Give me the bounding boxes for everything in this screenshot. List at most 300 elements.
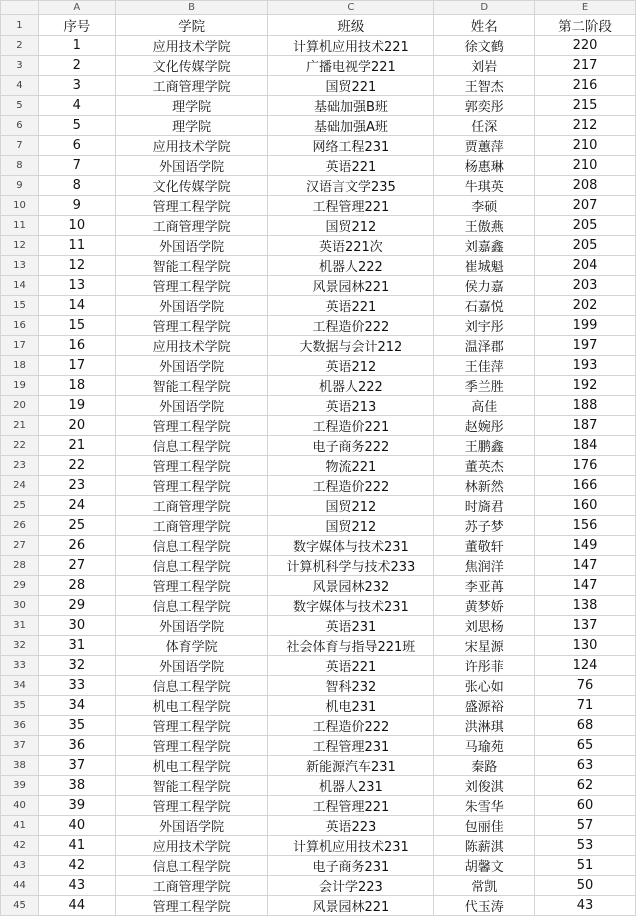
cell-e44[interactable]: 50 [535,876,636,896]
cell-d4[interactable]: 王智杰 [434,76,535,96]
cell-a28[interactable]: 27 [38,556,115,576]
row-number[interactable]: 17 [1,336,39,356]
cell-d11[interactable]: 王傲燕 [434,216,535,236]
cell-e3[interactable]: 217 [535,56,636,76]
row-number[interactable]: 10 [1,196,39,216]
cell-e37[interactable]: 65 [535,736,636,756]
cell-a8[interactable]: 7 [38,156,115,176]
cell-e34[interactable]: 76 [535,676,636,696]
cell-c17[interactable]: 大数据与会计212 [268,336,434,356]
cell-b21[interactable]: 管理工程学院 [115,416,268,436]
cell-c23[interactable]: 物流221 [268,456,434,476]
row-number[interactable]: 20 [1,396,39,416]
cell-a38[interactable]: 37 [38,756,115,776]
table-row [1,156,636,176]
cell-a15[interactable]: 14 [38,296,115,316]
cell-c33[interactable]: 英语221 [268,656,434,676]
cell-e13[interactable]: 204 [535,256,636,276]
cell-b41[interactable]: 外国语学院 [115,816,268,836]
cell-c37[interactable]: 工程管理231 [268,736,434,756]
row-number[interactable]: 11 [1,216,39,236]
cell-b33[interactable]: 外国语学院 [115,656,268,676]
cell-a22[interactable]: 21 [38,436,115,456]
cell-d43[interactable]: 胡馨文 [434,856,535,876]
cell-e31[interactable]: 137 [535,616,636,636]
grid-body [1,15,636,916]
cell-b3[interactable]: 文化传媒学院 [115,56,268,76]
cell-c40[interactable]: 工程管理221 [268,796,434,816]
row-number[interactable]: 30 [1,596,39,616]
row-number[interactable]: 13 [1,256,39,276]
cell-c20[interactable]: 英语213 [268,396,434,416]
column-header-d[interactable]: D [434,1,535,15]
cell-c26[interactable]: 国贸212 [268,516,434,536]
cell-e45[interactable]: 43 [535,896,636,916]
cell-a12[interactable]: 11 [38,236,115,256]
cell-a35[interactable]: 34 [38,696,115,716]
cell-e8[interactable]: 210 [535,156,636,176]
cell-c18[interactable]: 英语212 [268,356,434,376]
cell-b36[interactable]: 管理工程学院 [115,716,268,736]
cell-b15[interactable]: 外国语学院 [115,296,268,316]
cell-a21[interactable]: 20 [38,416,115,436]
cell-e5[interactable]: 215 [535,96,636,116]
row-number[interactable]: 23 [1,456,39,476]
table-row [1,56,636,76]
cell-b44[interactable]: 工商管理学院 [115,876,268,896]
cell-d38[interactable]: 秦路 [434,756,535,776]
cell-b6[interactable]: 理学院 [115,116,268,136]
cell-a7[interactable]: 6 [38,136,115,156]
column-header-e[interactable]: E [535,1,636,15]
cell-b16[interactable]: 管理工程学院 [115,316,268,336]
cell-b26[interactable]: 工商管理学院 [115,516,268,536]
cell-d3[interactable]: 刘岩 [434,56,535,76]
cell-c25[interactable]: 国贸212 [268,496,434,516]
cell-a44[interactable]: 43 [38,876,115,896]
row-number[interactable]: 26 [1,516,39,536]
cell-a16[interactable]: 15 [38,316,115,336]
cell-d27[interactable]: 董敬轩 [434,536,535,556]
cell-a4[interactable]: 3 [38,76,115,96]
cell-b4[interactable]: 工商管理学院 [115,76,268,96]
cell-a39[interactable]: 38 [38,776,115,796]
row-number[interactable]: 4 [1,76,39,96]
cell-d42[interactable]: 陈薪淇 [434,836,535,856]
cell-b29[interactable]: 管理工程学院 [115,576,268,596]
cell-e10[interactable]: 207 [535,196,636,216]
cell-a31[interactable]: 30 [38,616,115,636]
cell-d26[interactable]: 苏子梦 [434,516,535,536]
cell-d25[interactable]: 时旖君 [434,496,535,516]
cell-d36[interactable]: 洪淋琪 [434,716,535,736]
cell-c22[interactable]: 电子商务222 [268,436,434,456]
cell-a27[interactable]: 26 [38,536,115,556]
cell-c42[interactable]: 计算机应用技术231 [268,836,434,856]
cell-d15[interactable]: 石嘉悦 [434,296,535,316]
table-row [1,736,636,756]
cell-e35[interactable]: 71 [535,696,636,716]
cell-c24[interactable]: 工程造价222 [268,476,434,496]
row-number[interactable]: 43 [1,856,39,876]
cell-e4[interactable]: 216 [535,76,636,96]
cell-c9[interactable]: 汉语言文学235 [268,176,434,196]
cell-c29[interactable]: 风景园林232 [268,576,434,596]
cell-c41[interactable]: 英语223 [268,816,434,836]
row-number[interactable]: 35 [1,696,39,716]
cell-c34[interactable]: 智科232 [268,676,434,696]
cell-d28[interactable]: 焦润洋 [434,556,535,576]
cell-d9[interactable]: 牛琪英 [434,176,535,196]
cell-a42[interactable]: 41 [38,836,115,856]
cell-c6[interactable]: 基础加强A班 [268,116,434,136]
cell-e39[interactable]: 62 [535,776,636,796]
cell-a20[interactable]: 19 [38,396,115,416]
cell-b23[interactable]: 管理工程学院 [115,456,268,476]
cell-b37[interactable]: 管理工程学院 [115,736,268,756]
cell-e23[interactable]: 176 [535,456,636,476]
row-number[interactable]: 8 [1,156,39,176]
table-row [1,76,636,96]
cell-d20[interactable]: 高佳 [434,396,535,416]
table-row [1,376,636,396]
cell-c8[interactable]: 英语221 [268,156,434,176]
row-number[interactable]: 39 [1,776,39,796]
table-row [1,896,636,916]
row-number[interactable]: 27 [1,536,39,556]
cell-e20[interactable]: 188 [535,396,636,416]
cell-d29[interactable]: 李亚苒 [434,576,535,596]
cell-b11[interactable]: 工商管理学院 [115,216,268,236]
cell-b25[interactable]: 工商管理学院 [115,496,268,516]
cell-e14[interactable]: 203 [535,276,636,296]
cell-d45[interactable]: 代玉涛 [434,896,535,916]
row-number[interactable]: 44 [1,876,39,896]
select-all-corner[interactable] [1,1,39,15]
row-number[interactable]: 36 [1,716,39,736]
cell-e24[interactable]: 166 [535,476,636,496]
column-header-a[interactable]: A [38,1,115,15]
cell-c44[interactable]: 会计学223 [268,876,434,896]
cell-b18[interactable]: 外国语学院 [115,356,268,376]
cell-e29[interactable]: 147 [535,576,636,596]
cell-c3[interactable]: 广播电视学221 [268,56,434,76]
cell-e26[interactable]: 156 [535,516,636,536]
cell-b42[interactable]: 应用技术学院 [115,836,268,856]
cell-e21[interactable]: 187 [535,416,636,436]
cell-c11[interactable]: 国贸212 [268,216,434,236]
row-number[interactable]: 45 [1,896,39,916]
cell-b8[interactable]: 外国语学院 [115,156,268,176]
cell-c27[interactable]: 数字媒体与技术231 [268,536,434,556]
cell-b13[interactable]: 智能工程学院 [115,256,268,276]
cell-e33[interactable]: 124 [535,656,636,676]
cell-d13[interactable]: 崔城魁 [434,256,535,276]
cell-e7[interactable]: 210 [535,136,636,156]
cell-b10[interactable]: 管理工程学院 [115,196,268,216]
cell-e11[interactable]: 205 [535,216,636,236]
cell-a5[interactable]: 4 [38,96,115,116]
cell-b1[interactable]: 学院 [115,15,268,36]
row-number[interactable]: 31 [1,616,39,636]
cell-d22[interactable]: 王鹏鑫 [434,436,535,456]
cell-d7[interactable]: 贾蕙萍 [434,136,535,156]
column-header-b[interactable]: B [115,1,268,15]
cell-c2[interactable]: 计算机应用技术221 [268,36,434,56]
table-row [1,756,636,776]
table-row [1,816,636,836]
cell-e22[interactable]: 184 [535,436,636,456]
cell-c45[interactable]: 风景园林221 [268,896,434,916]
cell-e27[interactable]: 149 [535,536,636,556]
row-number[interactable]: 32 [1,636,39,656]
cell-c12[interactable]: 英语221次 [268,236,434,256]
row-number[interactable]: 19 [1,376,39,396]
cell-b31[interactable]: 外国语学院 [115,616,268,636]
cell-c7[interactable]: 网络工程231 [268,136,434,156]
cell-b32[interactable]: 体育学院 [115,636,268,656]
cell-b45[interactable]: 管理工程学院 [115,896,268,916]
cell-d18[interactable]: 王佳萍 [434,356,535,376]
cell-b34[interactable]: 信息工程学院 [115,676,268,696]
cell-b27[interactable]: 信息工程学院 [115,536,268,556]
cell-b9[interactable]: 文化传媒学院 [115,176,268,196]
cell-c1[interactable]: 班级 [268,15,434,36]
cell-d21[interactable]: 赵婉彤 [434,416,535,436]
cell-b22[interactable]: 信息工程学院 [115,436,268,456]
column-header-row [1,1,636,15]
cell-a29[interactable]: 28 [38,576,115,596]
cell-c19[interactable]: 机器人222 [268,376,434,396]
cell-c38[interactable]: 新能源汽车231 [268,756,434,776]
row-number[interactable]: 40 [1,796,39,816]
cell-a24[interactable]: 23 [38,476,115,496]
cell-d31[interactable]: 刘思杨 [434,616,535,636]
cell-e19[interactable]: 192 [535,376,636,396]
cell-b43[interactable]: 信息工程学院 [115,856,268,876]
cell-c31[interactable]: 英语231 [268,616,434,636]
table-row [1,656,636,676]
cell-e1[interactable]: 第二阶段 [535,15,636,36]
row-number[interactable]: 18 [1,356,39,376]
cell-d8[interactable]: 杨惠琳 [434,156,535,176]
cell-e15[interactable]: 202 [535,296,636,316]
cell-d6[interactable]: 任深 [434,116,535,136]
cell-e2[interactable]: 220 [535,36,636,56]
row-number[interactable]: 2 [1,36,39,56]
cell-d39[interactable]: 刘俊淇 [434,776,535,796]
cell-a9[interactable]: 8 [38,176,115,196]
cell-e6[interactable]: 212 [535,116,636,136]
cell-c21[interactable]: 工程造价221 [268,416,434,436]
cell-c39[interactable]: 机器人231 [268,776,434,796]
cell-d40[interactable]: 朱雪华 [434,796,535,816]
cell-c14[interactable]: 风景园林221 [268,276,434,296]
cell-d33[interactable]: 许彤菲 [434,656,535,676]
row-number[interactable]: 14 [1,276,39,296]
cell-b7[interactable]: 应用技术学院 [115,136,268,156]
row-number[interactable]: 42 [1,836,39,856]
cell-a23[interactable]: 22 [38,456,115,476]
row-number[interactable]: 41 [1,816,39,836]
cell-d10[interactable]: 李硕 [434,196,535,216]
table-row [1,476,636,496]
cell-d30[interactable]: 黄梦娇 [434,596,535,616]
row-number[interactable]: 3 [1,56,39,76]
table-row [1,296,636,316]
table-row [1,436,636,456]
cell-a36[interactable]: 35 [38,716,115,736]
row-number[interactable]: 1 [1,15,39,36]
cell-b40[interactable]: 管理工程学院 [115,796,268,816]
row-number[interactable]: 12 [1,236,39,256]
cell-c16[interactable]: 工程造价222 [268,316,434,336]
cell-a17[interactable]: 16 [38,336,115,356]
row-number[interactable]: 9 [1,176,39,196]
row-number[interactable]: 25 [1,496,39,516]
row-number[interactable]: 5 [1,96,39,116]
cell-a32[interactable]: 31 [38,636,115,656]
cell-d41[interactable]: 包丽佳 [434,816,535,836]
table-row [1,336,636,356]
cell-a45[interactable]: 44 [38,896,115,916]
cell-a19[interactable]: 18 [38,376,115,396]
row-number[interactable]: 7 [1,136,39,156]
cell-d16[interactable]: 刘宇彤 [434,316,535,336]
cell-d5[interactable]: 郭奕彤 [434,96,535,116]
row-number[interactable]: 29 [1,576,39,596]
cell-a13[interactable]: 12 [38,256,115,276]
column-header-c[interactable]: C [268,1,434,15]
cell-d2[interactable]: 徐文鹤 [434,36,535,56]
row-number[interactable]: 24 [1,476,39,496]
cell-e43[interactable]: 51 [535,856,636,876]
cell-b35[interactable]: 机电工程学院 [115,696,268,716]
cell-b39[interactable]: 智能工程学院 [115,776,268,796]
row-number[interactable]: 6 [1,116,39,136]
row-number[interactable]: 37 [1,736,39,756]
cell-a40[interactable]: 39 [38,796,115,816]
table-row [1,456,636,476]
cell-e41[interactable]: 57 [535,816,636,836]
cell-a26[interactable]: 25 [38,516,115,536]
row-number[interactable]: 33 [1,656,39,676]
cell-d37[interactable]: 马瑜苑 [434,736,535,756]
cell-b20[interactable]: 外国语学院 [115,396,268,416]
cell-e40[interactable]: 60 [535,796,636,816]
cell-a30[interactable]: 29 [38,596,115,616]
cell-a37[interactable]: 36 [38,736,115,756]
row-number[interactable]: 34 [1,676,39,696]
cell-d44[interactable]: 常凯 [434,876,535,896]
cell-a41[interactable]: 40 [38,816,115,836]
cell-e32[interactable]: 130 [535,636,636,656]
row-number[interactable]: 16 [1,316,39,336]
row-number[interactable]: 22 [1,436,39,456]
table-row [1,516,636,536]
cell-a43[interactable]: 42 [38,856,115,876]
table-row [1,96,636,116]
cell-e36[interactable]: 68 [535,716,636,736]
cell-b30[interactable]: 信息工程学院 [115,596,268,616]
cell-d17[interactable]: 温泽郡 [434,336,535,356]
cell-c10[interactable]: 工程管理221 [268,196,434,216]
table-row [1,356,636,376]
cell-b28[interactable]: 信息工程学院 [115,556,268,576]
cell-a18[interactable]: 17 [38,356,115,376]
cell-d23[interactable]: 董英杰 [434,456,535,476]
cell-c32[interactable]: 社会体育与指导221班 [268,636,434,656]
cell-b24[interactable]: 管理工程学院 [115,476,268,496]
cell-e18[interactable]: 193 [535,356,636,376]
cell-d24[interactable]: 林新然 [434,476,535,496]
cell-e28[interactable]: 147 [535,556,636,576]
cell-b12[interactable]: 外国语学院 [115,236,268,256]
cell-e16[interactable]: 199 [535,316,636,336]
cell-b38[interactable]: 机电工程学院 [115,756,268,776]
cell-a33[interactable]: 32 [38,656,115,676]
table-row [1,836,636,856]
cell-a14[interactable]: 13 [38,276,115,296]
cell-d32[interactable]: 宋星源 [434,636,535,656]
row-number[interactable]: 15 [1,296,39,316]
table-row [1,796,636,816]
cell-c30[interactable]: 数字媒体与技术231 [268,596,434,616]
cell-e12[interactable]: 205 [535,236,636,256]
cell-d12[interactable]: 刘嘉鑫 [434,236,535,256]
cell-d1[interactable]: 姓名 [434,15,535,36]
table-row [1,396,636,416]
cell-a3[interactable]: 2 [38,56,115,76]
cell-a2[interactable]: 1 [38,36,115,56]
cell-b2[interactable]: 应用技术学院 [115,36,268,56]
cell-b19[interactable]: 智能工程学院 [115,376,268,396]
row-number[interactable]: 38 [1,756,39,776]
table-row [1,536,636,556]
cell-b17[interactable]: 应用技术学院 [115,336,268,356]
row-number[interactable]: 28 [1,556,39,576]
cell-c13[interactable]: 机器人222 [268,256,434,276]
cell-c36[interactable]: 工程造价222 [268,716,434,736]
cell-e9[interactable]: 208 [535,176,636,196]
cell-c5[interactable]: 基础加强B班 [268,96,434,116]
cell-a1[interactable]: 序号 [38,15,115,36]
cell-d35[interactable]: 盛源裕 [434,696,535,716]
cell-c35[interactable]: 机电231 [268,696,434,716]
cell-e17[interactable]: 197 [535,336,636,356]
cell-c43[interactable]: 电子商务231 [268,856,434,876]
cell-d14[interactable]: 侯力嘉 [434,276,535,296]
cell-a11[interactable]: 10 [38,216,115,236]
cell-c28[interactable]: 计算机科学与技术233 [268,556,434,576]
cell-a10[interactable]: 9 [38,196,115,216]
cell-d34[interactable]: 张心如 [434,676,535,696]
cell-d19[interactable]: 季兰胜 [434,376,535,396]
cell-c4[interactable]: 国贸221 [268,76,434,96]
cell-b14[interactable]: 管理工程学院 [115,276,268,296]
cell-a25[interactable]: 24 [38,496,115,516]
cell-a34[interactable]: 33 [38,676,115,696]
cell-c15[interactable]: 英语221 [268,296,434,316]
cell-e38[interactable]: 63 [535,756,636,776]
table-row [1,196,636,216]
cell-b5[interactable]: 理学院 [115,96,268,116]
cell-e25[interactable]: 160 [535,496,636,516]
cell-e30[interactable]: 138 [535,596,636,616]
row-number[interactable]: 21 [1,416,39,436]
cell-a6[interactable]: 5 [38,116,115,136]
cell-e42[interactable]: 53 [535,836,636,856]
